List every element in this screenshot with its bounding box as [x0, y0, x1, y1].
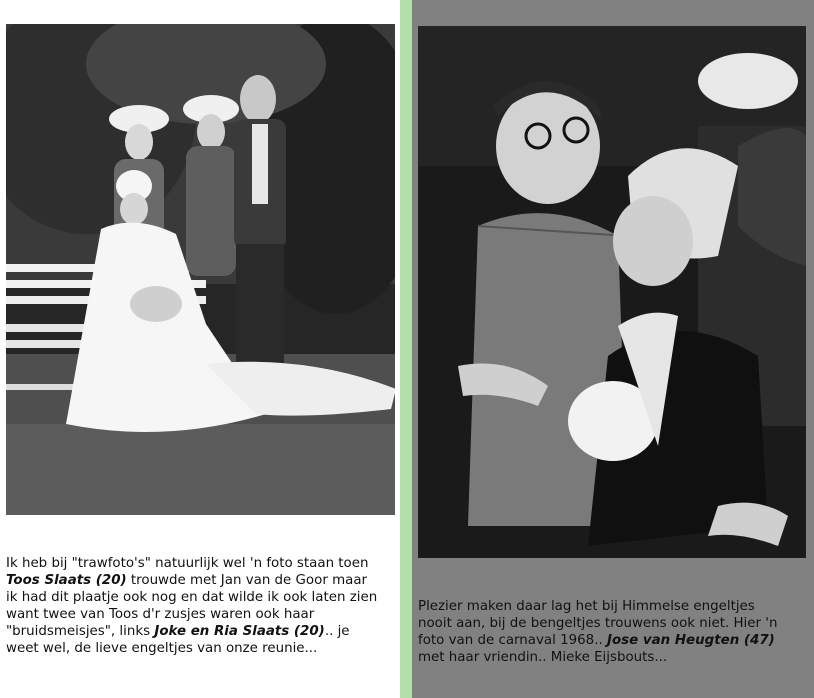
caption-line: want twee van Toos d'r zusjes waren ook haar	[6, 607, 315, 622]
caption-line: weet wel, de lieve engeltjes van onze reunie...	[6, 641, 318, 656]
wedding-caption	[6, 555, 398, 657]
right-panel	[412, 0, 814, 698]
wedding-photo	[6, 24, 395, 515]
highlight-name: Joke en Ria Slaats (20)	[154, 624, 325, 639]
caption-line: .. je	[324, 624, 350, 639]
caption-line: Plezier maken daar lag het bij Himmelse engeltjes	[418, 599, 755, 614]
caption-line: ik had dit plaatje ook nog en dat wilde ik ook laten zien	[6, 590, 378, 605]
panel-divider	[400, 0, 412, 698]
carnaval-caption	[418, 598, 810, 666]
caption-line: "bruidsmeisjes", links	[6, 624, 155, 639]
highlight-name: Jose van Heugten (47)	[606, 633, 775, 648]
caption-line: nooit aan, bij de bengeltjes trouwens ook niet. Hier 'n	[418, 616, 778, 631]
caption-line: foto van de carnaval 1968..	[418, 633, 607, 648]
caption-line: met haar vriendin.. Mieke Eijsbouts...	[418, 650, 668, 665]
carnaval-photo	[418, 26, 806, 558]
caption-line: Ik heb bij "trawfoto's" natuurlijk wel 'n foto staan toen	[6, 556, 369, 571]
caption-line: trouwde met Jan van de Goor maar	[126, 573, 368, 588]
highlight-name: Toos Slaats (20)	[6, 573, 127, 588]
left-panel	[0, 0, 400, 698]
